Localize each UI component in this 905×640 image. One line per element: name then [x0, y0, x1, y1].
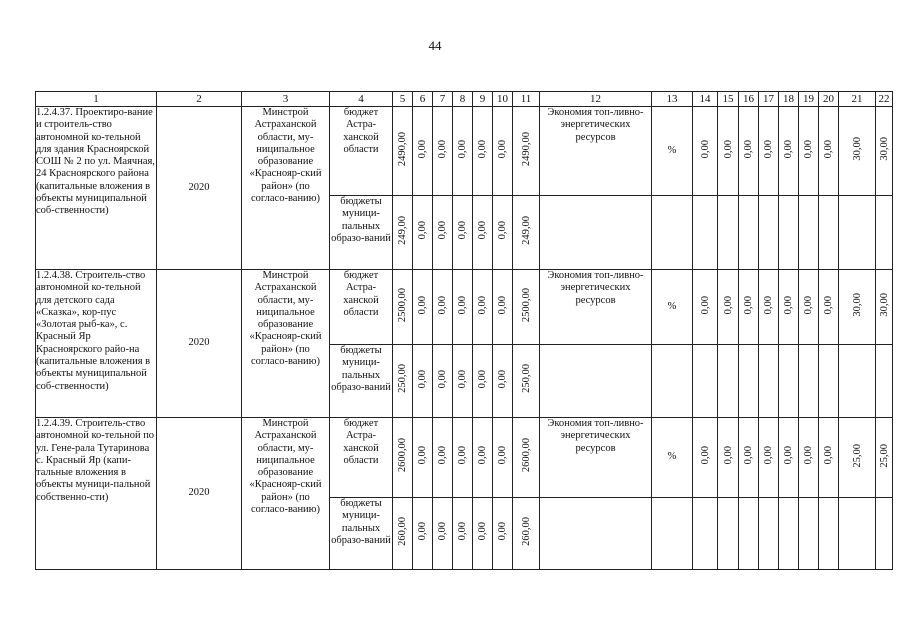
- funding-value: [413, 345, 433, 418]
- indicator-target: [759, 270, 779, 345]
- column-number: 21: [839, 92, 876, 107]
- funding-value-text: 0,00: [497, 522, 508, 541]
- funding-value: [453, 270, 473, 345]
- funding-value-text: 0,00: [477, 522, 488, 541]
- funding-value: [513, 418, 540, 498]
- funding-value-text: 0,00: [497, 221, 508, 240]
- indicator-target-text: 25,00: [851, 443, 863, 468]
- funding-value: [513, 498, 540, 570]
- indicator-target: [876, 107, 893, 196]
- funding-source: бюджет Астра-ханской области: [330, 418, 393, 498]
- funding-value-text: 0,00: [417, 221, 428, 240]
- indicator-target-text: 0,00: [803, 446, 814, 465]
- indicator-target: [693, 418, 718, 498]
- funding-value-text: 2600,00: [397, 438, 408, 473]
- funding-value-text: 0,00: [457, 522, 468, 541]
- indicator-target-text: 0,00: [783, 446, 794, 465]
- indicator-target: [819, 498, 839, 570]
- indicator-target: [739, 270, 759, 345]
- funding-value-text: 0,00: [437, 446, 448, 465]
- funding-value-text: 0,00: [417, 295, 428, 315]
- funding-value: [493, 498, 513, 570]
- funding-source: бюджеты муници-пальных образо-ваний: [330, 498, 393, 570]
- funding-value-text: 0,00: [417, 139, 428, 159]
- funding-value: [433, 196, 453, 270]
- funding-value: [453, 196, 473, 270]
- column-number: 1: [36, 92, 157, 107]
- funding-value-text: 0,00: [437, 295, 448, 315]
- funding-value: [473, 418, 493, 498]
- indicator-target: [759, 196, 779, 270]
- project-name: 1.2.4.37. Проектиро-вание и строитель-ство автономной ко-тельной для здания Красноярской СОШ № 2 по ул. Маячная, 24 Красноярского района (капитальные вложения в объекты муниципальной соб-ственности): [36, 107, 157, 270]
- indicator-target: [799, 498, 819, 570]
- funding-value: [433, 498, 453, 570]
- program-table: [35, 91, 893, 570]
- column-number: 11: [513, 92, 540, 107]
- funding-value-text: 260,00: [397, 516, 408, 546]
- indicator-target-text: 30,00: [878, 293, 890, 317]
- indicator-target-text: 0,00: [803, 295, 814, 315]
- indicator-target: [739, 498, 759, 570]
- funding-value: [393, 270, 413, 345]
- column-number: 17: [759, 92, 779, 107]
- funding-value: [473, 107, 493, 196]
- indicator-target-text: 30,00: [851, 293, 863, 317]
- indicator-unit: %: [652, 270, 693, 345]
- project-year: 2020: [157, 418, 242, 570]
- funding-value: [433, 107, 453, 196]
- indicator-target: [876, 345, 893, 418]
- funding-value-text: 2600,00: [520, 438, 532, 473]
- indicator-target-text: 0,00: [699, 446, 711, 465]
- indicator-target: [799, 418, 819, 498]
- funding-value-text: 260,00: [520, 516, 532, 546]
- funding-source: бюджет Астра-ханской области: [330, 270, 393, 345]
- indicator-target: [739, 418, 759, 498]
- indicator-target: [839, 107, 876, 196]
- funding-value-text: 2490,00: [520, 131, 532, 166]
- column-number: 14: [693, 92, 718, 107]
- indicator-unit: [652, 345, 693, 418]
- column-number: 20: [819, 92, 839, 107]
- funding-value-text: 0,00: [497, 369, 508, 389]
- indicator-target: [739, 107, 759, 196]
- indicator-target: [799, 345, 819, 418]
- indicator-unit: [652, 498, 693, 570]
- project-executor: Минстрой Астраханской области, му-ниципальное образование «Краснояр-ский район» (по согласо-ванию): [242, 107, 330, 270]
- indicator-target: [693, 107, 718, 196]
- funding-value-text: 0,00: [477, 295, 488, 315]
- funding-value: [493, 418, 513, 498]
- funding-value-text: 0,00: [437, 522, 448, 541]
- indicator-target: [799, 196, 819, 270]
- funding-value: [393, 345, 413, 418]
- indicator-target-text: 0,00: [783, 295, 794, 315]
- indicator-target: [839, 498, 876, 570]
- indicator-target: [718, 418, 739, 498]
- funding-value: [473, 270, 493, 345]
- funding-value-text: 250,00: [520, 364, 532, 394]
- project-year: 2020: [157, 107, 242, 270]
- indicator-target: [779, 418, 799, 498]
- funding-value: [413, 418, 433, 498]
- column-number: 6: [413, 92, 433, 107]
- funding-value: [433, 345, 453, 418]
- indicator-target-text: 0,00: [763, 295, 774, 315]
- funding-value-text: 0,00: [497, 446, 508, 465]
- indicator-target-text: 0,00: [722, 295, 734, 315]
- indicator-target: [819, 107, 839, 196]
- indicator-target-text: 30,00: [878, 137, 890, 161]
- indicator-target: [693, 345, 718, 418]
- column-number: 15: [718, 92, 739, 107]
- column-number: 5: [393, 92, 413, 107]
- indicator-target: [819, 270, 839, 345]
- funding-value: [453, 498, 473, 570]
- funding-value-text: 250,00: [397, 364, 408, 394]
- column-number: 18: [779, 92, 799, 107]
- indicator-target: [779, 345, 799, 418]
- indicator-target: [819, 418, 839, 498]
- indicator-target: [876, 418, 893, 498]
- indicator-target: [718, 196, 739, 270]
- indicator-target: [718, 270, 739, 345]
- funding-value-text: 2490,00: [397, 131, 408, 166]
- indicator-target: [759, 345, 779, 418]
- indicator-target: [739, 345, 759, 418]
- indicator-target-text: 0,00: [823, 446, 834, 465]
- indicator-target: [819, 345, 839, 418]
- indicator-target: [876, 270, 893, 345]
- funding-value-text: 0,00: [417, 522, 428, 541]
- funding-value: [453, 418, 473, 498]
- funding-value: [393, 107, 413, 196]
- indicator-target-text: 0,00: [743, 139, 754, 159]
- funding-value: [393, 196, 413, 270]
- funding-value: [433, 418, 453, 498]
- funding-value-text: 249,00: [520, 215, 532, 245]
- funding-value-text: 249,00: [397, 215, 408, 245]
- indicator-name: Экономия топ-ливно-энергетических ресурсов: [540, 270, 652, 345]
- funding-value-text: 2500,00: [520, 287, 532, 322]
- indicator-target-text: 0,00: [823, 139, 834, 159]
- indicator-target: [718, 345, 739, 418]
- column-number: 10: [493, 92, 513, 107]
- column-number: 7: [433, 92, 453, 107]
- funding-value-text: 0,00: [457, 139, 468, 159]
- column-number: 4: [330, 92, 393, 107]
- funding-value: [473, 345, 493, 418]
- funding-value-text: 0,00: [417, 369, 428, 389]
- indicator-target: [693, 498, 718, 570]
- indicator-target: [799, 107, 819, 196]
- funding-value-text: 0,00: [437, 221, 448, 240]
- project-name: 1.2.4.38. Строитель-ство автономной ко-тельной для детского сада «Сказка», кор-пус «Золотая рыб-ка», с. Красный Яр Красноярского райо-на (капитальные вложения в объекты муниципальной соб-ственности): [36, 270, 157, 418]
- indicator-target: [799, 270, 819, 345]
- page-number: 44: [428, 38, 442, 53]
- indicator-name: [540, 345, 652, 418]
- funding-source: бюджет Астра-ханской области: [330, 107, 393, 196]
- column-number: 9: [473, 92, 493, 107]
- indicator-target: [718, 498, 739, 570]
- column-number: 13: [652, 92, 693, 107]
- indicator-target-text: 0,00: [699, 139, 711, 159]
- indicator-name: [540, 196, 652, 270]
- funding-value-text: 0,00: [477, 446, 488, 465]
- indicator-target-text: 25,00: [878, 443, 890, 468]
- indicator-target-text: 0,00: [699, 295, 711, 315]
- indicator-target: [779, 107, 799, 196]
- indicator-target: [693, 270, 718, 345]
- project-executor: Минстрой Астраханской области, му-ниципальное образование «Краснояр-ский район» (по согласо-ванию): [242, 270, 330, 418]
- indicator-target: [839, 196, 876, 270]
- funding-value-text: 0,00: [477, 369, 488, 389]
- column-number: 12: [540, 92, 652, 107]
- indicator-name: Экономия топ-ливно-энергетических ресурсов: [540, 418, 652, 498]
- funding-value-text: 0,00: [457, 295, 468, 315]
- column-number: 19: [799, 92, 819, 107]
- funding-source: бюджеты муници-пальных образо-ваний: [330, 345, 393, 418]
- column-number: 22: [876, 92, 893, 107]
- indicator-target-text: 0,00: [763, 139, 774, 159]
- funding-value: [493, 270, 513, 345]
- column-number: 8: [453, 92, 473, 107]
- funding-value: [473, 498, 493, 570]
- funding-value: [413, 107, 433, 196]
- funding-value-text: 0,00: [417, 446, 428, 465]
- project-name: 1.2.4.39. Строитель-ство автономной ко-тельной по ул. Гене-рала Тутаринова с. Красный Яр (капи-тальные вложения в объекты муници-пальной собственно-сти): [36, 418, 157, 570]
- indicator-target-text: 0,00: [803, 139, 814, 159]
- funding-value: [513, 196, 540, 270]
- funding-value-text: 0,00: [477, 221, 488, 240]
- indicator-target-text: 0,00: [743, 446, 754, 465]
- funding-value: [413, 196, 433, 270]
- indicator-target: [779, 498, 799, 570]
- funding-value-text: 0,00: [477, 139, 488, 159]
- column-number: 16: [739, 92, 759, 107]
- funding-value: [473, 196, 493, 270]
- funding-value: [513, 107, 540, 196]
- indicator-target: [739, 196, 759, 270]
- indicator-unit: [652, 196, 693, 270]
- funding-value: [493, 107, 513, 196]
- column-number: 2: [157, 92, 242, 107]
- table-row: [36, 270, 893, 345]
- funding-value: [513, 270, 540, 345]
- funding-value-text: 2500,00: [397, 287, 408, 322]
- funding-value-text: 0,00: [457, 369, 468, 389]
- funding-value-text: 0,00: [437, 369, 448, 389]
- indicator-target-text: 0,00: [722, 139, 734, 159]
- funding-value: [453, 107, 473, 196]
- funding-value: [493, 345, 513, 418]
- indicator-target: [876, 196, 893, 270]
- project-executor: Минстрой Астраханской области, му-ниципальное образование «Краснояр-ский район» (по согласо-ванию): [242, 418, 330, 570]
- funding-value: [393, 498, 413, 570]
- indicator-target-text: 0,00: [722, 446, 734, 465]
- column-number: 3: [242, 92, 330, 107]
- indicator-target: [876, 498, 893, 570]
- indicator-target: [819, 196, 839, 270]
- indicator-target: [839, 345, 876, 418]
- indicator-name: [540, 498, 652, 570]
- indicator-unit: %: [652, 107, 693, 196]
- indicator-target: [693, 196, 718, 270]
- indicator-target: [839, 418, 876, 498]
- indicator-target-text: 0,00: [743, 295, 754, 315]
- project-year: 2020: [157, 270, 242, 418]
- indicator-target: [779, 196, 799, 270]
- indicator-target-text: 30,00: [851, 137, 863, 161]
- funding-value-text: 0,00: [457, 446, 468, 465]
- table-row: [36, 418, 893, 498]
- funding-value: [393, 418, 413, 498]
- indicator-target: [779, 270, 799, 345]
- indicator-target-text: 0,00: [763, 446, 774, 465]
- indicator-target-text: 0,00: [783, 139, 794, 159]
- indicator-unit: %: [652, 418, 693, 498]
- funding-value: [413, 270, 433, 345]
- funding-value-text: 0,00: [437, 139, 448, 159]
- indicator-target-text: 0,00: [823, 295, 834, 315]
- funding-value: [513, 345, 540, 418]
- funding-source: бюджеты муници-пальных образо-ваний: [330, 196, 393, 270]
- table-row: [36, 107, 893, 196]
- funding-value-text: 0,00: [457, 221, 468, 240]
- funding-value: [413, 498, 433, 570]
- column-number-row: [36, 92, 893, 107]
- funding-value: [453, 345, 473, 418]
- funding-value: [433, 270, 453, 345]
- indicator-name: Экономия топ-ливно-энергетических ресурсов: [540, 107, 652, 196]
- indicator-target: [759, 107, 779, 196]
- funding-value: [493, 196, 513, 270]
- indicator-target: [759, 498, 779, 570]
- indicator-target: [839, 270, 876, 345]
- indicator-target: [718, 107, 739, 196]
- indicator-target: [759, 418, 779, 498]
- funding-value-text: 0,00: [497, 139, 508, 159]
- funding-value-text: 0,00: [497, 295, 508, 315]
